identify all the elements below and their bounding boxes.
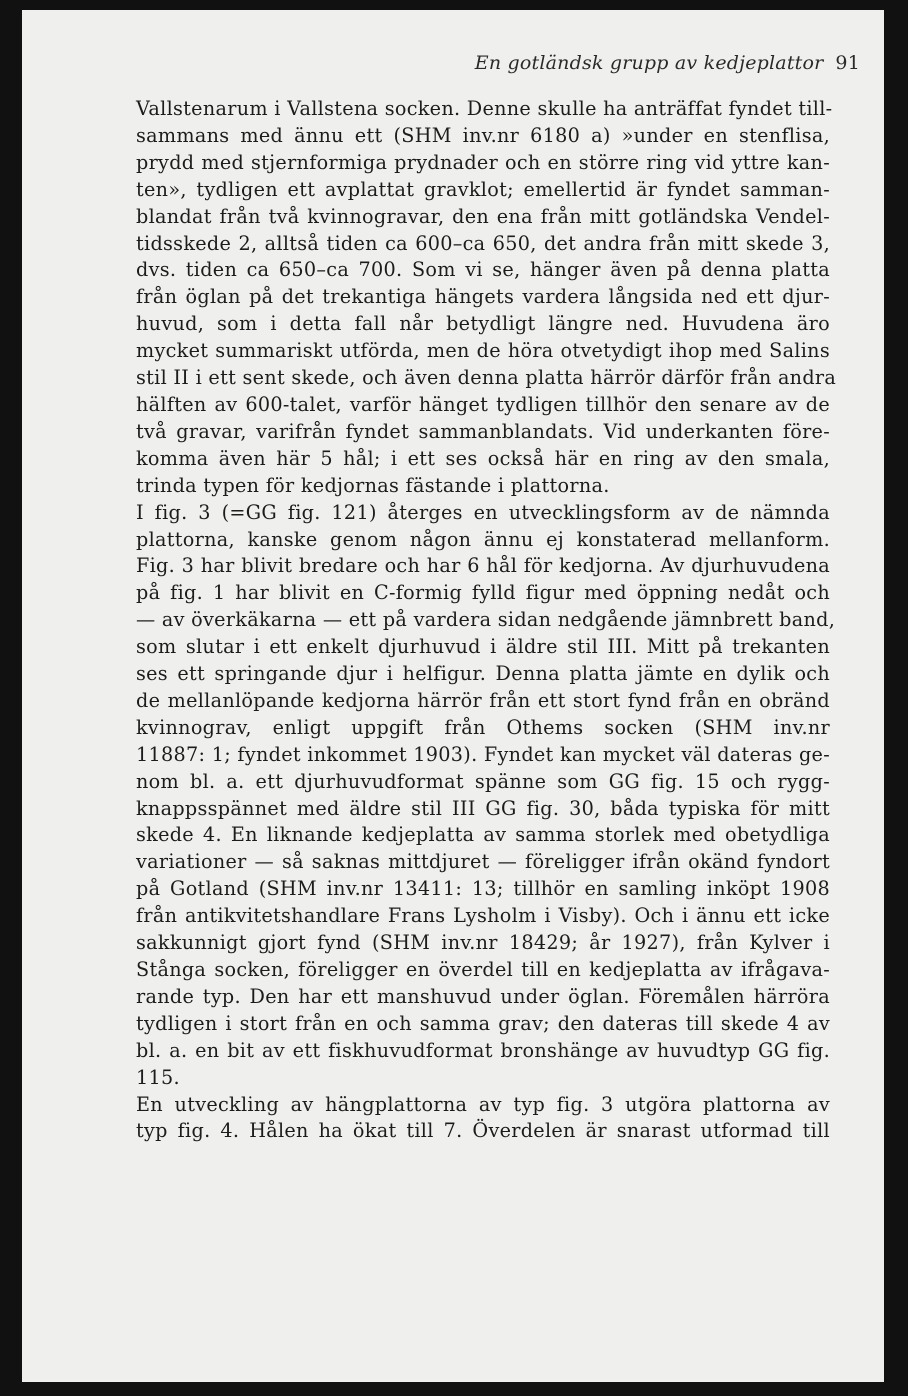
text-line: Vallstenarum i Vallstena socken. Denne skulle ha anträffat fyndet till- <box>136 97 833 120</box>
text-line: två gravar, varifrån fyndet sammanblandats. Vid underkanten före- <box>136 419 830 443</box>
text-line: — av överkäkarna — ett på vardera sidan nedgående jämnbrett band, <box>136 608 836 632</box>
running-header <box>22 52 860 82</box>
text-line: tydligen i stort från en och samma grav; den dateras till skede 4 av <box>136 1011 830 1035</box>
text-line: typ fig. 4. Hålen ha ökat till 7. Överdelen är snarast utformad till <box>136 1119 830 1143</box>
text-line: kvinnograv, enligt uppgift från Othems socken (SHM inv.nr <box>136 715 830 739</box>
text-line: hälften av 600-talet, varför hänget tydligen tillhör den senare av de <box>136 392 830 416</box>
text-line: variationer — så saknas mittdjuret — föreligger ifrån okänd fyndort <box>136 850 830 874</box>
text-line: trinda typen för kedjornas fästande i plattorna. <box>136 473 610 497</box>
text-line: bl. a. en bit av ett fiskhuvudformat bronshänge av huvudtyp GG fig. <box>136 1038 830 1062</box>
text-line: skede 4. En liknande kedjeplatta av samma storlek med obetydliga <box>136 823 830 847</box>
text-line: plattorna, kanske genom någon ännu ej konstaterad mellanform. <box>136 527 830 551</box>
paragraph <box>136 500 836 1092</box>
text-line: tidsskede 2, alltså tiden ca 600–ca 650, det andra från mitt skede 3, <box>136 231 830 255</box>
text-line: ten», tydligen ett avplattat gravklot; emellertid är fyndet samman- <box>136 177 830 201</box>
text-line: från öglan på det trekantiga hängets vardera långsida ned ett djur- <box>136 285 830 309</box>
text-line: I fig. 3 (=GG fig. 121) återges en utvecklingsform av de nämnda <box>136 500 830 524</box>
page-number: 91 <box>835 52 860 74</box>
text-line: stil II i ett sent skede, och även denna platta härrör därför från andra <box>136 366 837 390</box>
text-line: på fig. 1 har blivit en C-formig fylld figur med öppning nedåt och <box>136 581 830 605</box>
text-line: En utveckling av hängplattorna av typ fig. 3 utgöra plattorna av <box>136 1092 830 1116</box>
running-title: En gotländsk grupp av kedjeplattor <box>474 52 824 74</box>
text-line: 11887: 1; fyndet inkommet 1903). Fyndet kan mycket väl dateras ge- <box>136 742 830 766</box>
text-line: från antikvitetshandlare Frans Lysholm i Visby). Och i ännu ett icke <box>136 904 830 928</box>
text-line: 115. <box>136 1065 180 1089</box>
paragraph <box>136 1092 830 1146</box>
text-line: som slutar i ett enkelt djurhuvud i äldre stil III. Mitt på trekanten <box>136 635 830 659</box>
book-page <box>22 10 884 1382</box>
text-line: blandat från två kvinnogravar, den ena från mitt gotländska Vendel- <box>136 204 830 228</box>
text-line: prydd med stjernformiga prydnader och en större ring vid yttre kan- <box>136 150 830 174</box>
text-line: sammans med ännu ett (SHM inv.nr 6180 a) »under en stenflisa, <box>136 123 830 147</box>
text-line: mycket summariskt utförda, men de höra otvetydigt ihop med Salins <box>136 339 830 363</box>
text-line: huvud, som i detta fall når betydligt längre ned. Huvudena äro <box>136 312 830 336</box>
text-line: Fig. 3 har blivit bredare och har 6 hål för kedjorna. Av djurhuvudena <box>136 554 830 578</box>
text-line: nom bl. a. ett djurhuvudformat spänne som GG fig. 15 och rygg- <box>136 769 830 793</box>
text-line: knappsspännet med äldre stil III GG fig. 30, båda typiska för mitt <box>136 796 830 820</box>
text-line: rande typ. Den har ett manshuvud under öglan. Föremålen härröra <box>136 984 830 1008</box>
text-line: komma även här 5 hål; i ett ses också här en ring av den smala, <box>136 446 830 470</box>
text-line: dvs. tiden ca 650–ca 700. Som vi se, hänger även på denna platta <box>136 258 830 282</box>
text-line: på Gotland (SHM inv.nr 13411: 13; tillhör en samling inköpt 1908 <box>136 877 830 901</box>
paragraph <box>136 96 837 500</box>
text-line: Stånga socken, föreligger en överdel till en kedjeplatta av ifrågava- <box>136 958 830 981</box>
text-line: de mellanlöpande kedjorna härrör från ett stort fynd från en obränd <box>136 688 830 712</box>
body-text <box>136 96 837 1145</box>
text-line: ses ett springande djur i helfigur. Denna platta jämte en dylik och <box>136 662 830 686</box>
text-line: sakkunnigt gjort fynd (SHM inv.nr 18429; år 1927), från Kylver i <box>136 931 830 955</box>
